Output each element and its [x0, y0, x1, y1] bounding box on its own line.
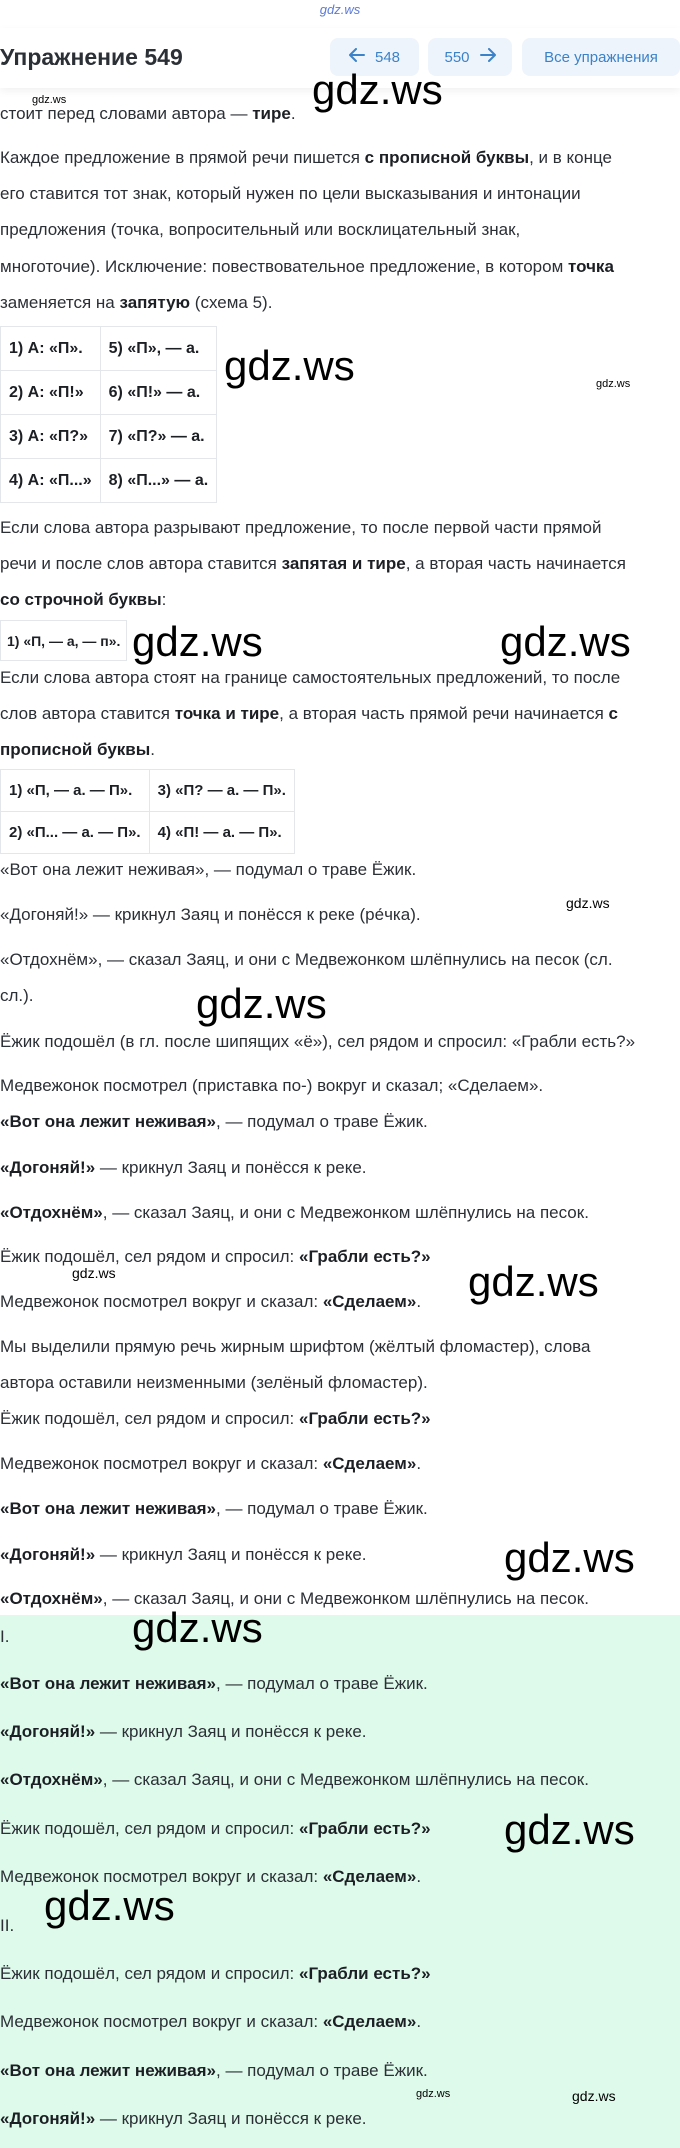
next-exercise-label: 550 — [444, 48, 470, 66]
scheme-table-1 — [0, 326, 217, 503]
section-label: II. — [0, 1916, 15, 1935]
paragraph-line: Каждое предложение в прямой речи пишется с прописной буквы, и в конце — [0, 148, 612, 167]
table-cell: 8) «П...» — а. — [100, 459, 217, 503]
watermark: gdz.ws — [504, 1806, 635, 1853]
sentence-line: Ёжик подошёл, сел рядом и спросил: «Грабли есть?» — [0, 1819, 431, 1838]
table-cell: 4) А: «П...» — [1, 459, 101, 503]
watermark: gdz.ws — [196, 980, 327, 1027]
sentence-line: «Отдохнём», — сказал Заяц, и они с Медвежонком шлёпнулись на песок. — [0, 1770, 589, 1789]
paragraph-line: со строчной буквы: — [0, 590, 167, 609]
watermark: gdz.ws — [500, 618, 631, 665]
sentence-line: «Отдохнём», — сказал Заяц, и они с Медвежонком шлёпнулись на песок (сл. — [0, 950, 613, 969]
prev-exercise-label: 548 — [374, 48, 401, 66]
all-exercises-button[interactable] — [522, 38, 680, 76]
scheme-table-3 — [0, 769, 295, 854]
scheme-table-2 — [0, 620, 127, 661]
sentence-line: Ёжик подошёл (в гл. после шипящих «ё»), сел рядом и спросил: «Грабли есть?» — [0, 1032, 636, 1051]
watermark: gdz.ws — [596, 378, 631, 390]
paragraph-line: слов автора ставится точка и тире, а вторая часть прямой речи начинается с — [0, 704, 618, 723]
table-cell: 1) «П, — а, — п». — [1, 621, 127, 661]
table-cell: 7) «П?» — а. — [100, 415, 217, 459]
sentence-line: Медвежонок посмотрел вокруг и сказал: «Сделаем». — [0, 2012, 422, 2031]
sentence-line: Медвежонок посмотрел вокруг и сказал: «Сделаем». — [0, 1454, 422, 1473]
table-cell: 5) «П», — а. — [100, 327, 217, 371]
watermark: gdz.ws — [132, 1604, 263, 1651]
sentence-line: Ёжик подошёл, сел рядом и спросил: «Грабли есть?» — [0, 1964, 431, 1983]
paragraph-line: предложения (точка, вопросительный или восклицательный знак, — [0, 220, 521, 239]
site-tag[interactable]: gdz.ws — [319, 2, 361, 17]
paragraph-line: заменяется на запятую (схема 5). — [0, 293, 273, 312]
sentence-line: «Вот она лежит неживая», — подумал о траве Ёжик. — [0, 1499, 428, 1518]
table-cell: 1) «П, — а. — П». — [1, 770, 150, 812]
watermark: gdz.ws — [572, 2088, 616, 2104]
watermark: gdz.ws — [566, 895, 610, 911]
sentence-line: «Вот она лежит неживая», — подумал о траве Ёжик. — [0, 2061, 428, 2080]
table-cell: 1) А: «П». — [1, 327, 101, 371]
table-cell: 4) «П! — а. — П». — [149, 812, 294, 854]
watermark: gdz.ws — [132, 618, 263, 665]
table-cell: 2) А: «П!» — [1, 371, 101, 415]
sentence-line: Медвежонок посмотрел (приставка по-) вокруг и сказал; «Сделаем». — [0, 1076, 544, 1095]
sentence-line: Медвежонок посмотрел вокруг и сказал: «Сделаем». — [0, 1867, 422, 1886]
sentence-line: «Догоняй!» — крикнул Заяц и понёсся к реке. — [0, 2109, 367, 2128]
watermark: gdz.ws — [72, 1265, 116, 1281]
paragraph-line: Мы выделили прямую речь жирным шрифтом (жёлтый фломастер), слова — [0, 1337, 591, 1356]
arrow-left-icon — [349, 48, 365, 66]
watermark: gdz.ws — [468, 1258, 599, 1305]
sentence-line: «Вот она лежит неживая», — подумал о траве Ёжик. — [0, 1674, 428, 1693]
sentence-line: «Отдохнём», — сказал Заяц, и они с Медвежонком шлёпнулись на песок. — [0, 1203, 589, 1222]
paragraph-line: стоит перед словами автора — тире. — [0, 104, 296, 123]
sentence-line: «Отдохнём», — сказал Заяц, и они с Медвежонком шлёпнулись на песок. — [0, 1589, 589, 1608]
watermark: gdz.ws — [224, 342, 355, 389]
sentence-line: «Догоняй!» — крикнул Заяц и понёсся к реке. — [0, 1545, 367, 1564]
sentence-line: «Вот она лежит неживая», — подумал о траве Ёжик. — [0, 1112, 428, 1131]
table-cell: 6) «П!» — а. — [100, 371, 217, 415]
watermark: gdz.ws — [32, 94, 67, 106]
watermark: gdz.ws — [504, 1534, 635, 1581]
arrow-right-icon — [480, 48, 496, 66]
paragraph-line: Если слова автора разрывают предложение, то после первой части прямой — [0, 518, 602, 537]
sentence-line: «Вот она лежит неживая», — подумал о траве Ёжик. — [0, 860, 417, 879]
sentence-line: «Догоняй!» — крикнул Заяц и понёсся к реке. — [0, 1158, 367, 1177]
paragraph-line: речи и после слов автора ставится запятая и тире, а вторая часть начинается — [0, 554, 626, 573]
sentence-line: Ёжик подошёл, сел рядом и спросил: «Грабли есть?» — [0, 1247, 431, 1266]
watermark: gdz.ws — [416, 2088, 451, 2100]
paragraph-line: автора оставили неизменными (зелёный фломастер). — [0, 1373, 428, 1392]
sentence-line: «Догоняй!» — крикнул Заяц и понёсся к реке. — [0, 1722, 367, 1741]
paragraph-line: прописной буквы. — [0, 740, 155, 759]
table-cell: 2) «П... — а. — П». — [1, 812, 150, 854]
sentence-line: сл.). — [0, 986, 34, 1005]
table-cell: 3) А: «П?» — [1, 415, 101, 459]
paragraph-line: многоточие). Исключение: повествовательное предложение, в котором точка — [0, 257, 614, 276]
sentence-line: Ёжик подошёл, сел рядом и спросил: «Грабли есть?» — [0, 1409, 431, 1428]
page-title: Упражнение 549 — [0, 44, 183, 70]
watermark: gdz.ws — [44, 1882, 175, 1929]
all-exercises-label: Все упражнения — [544, 48, 658, 66]
sentence-line: Медвежонок посмотрел вокруг и сказал: «Сделаем». — [0, 1292, 422, 1311]
table-cell: 3) «П? — а. — П». — [149, 770, 294, 812]
sentence-line: «Догоняй!» — крикнул Заяц и понёсся к реке (ре́чка). — [0, 905, 421, 924]
paragraph-line: Если слова автора стоят на границе самостоятельных предложений, то после — [0, 668, 621, 687]
paragraph-line: его ставится тот знак, который нужен по цели высказывания и интонации — [0, 184, 581, 203]
watermark: gdz.ws — [312, 66, 443, 113]
section-label: I. — [0, 1627, 10, 1646]
